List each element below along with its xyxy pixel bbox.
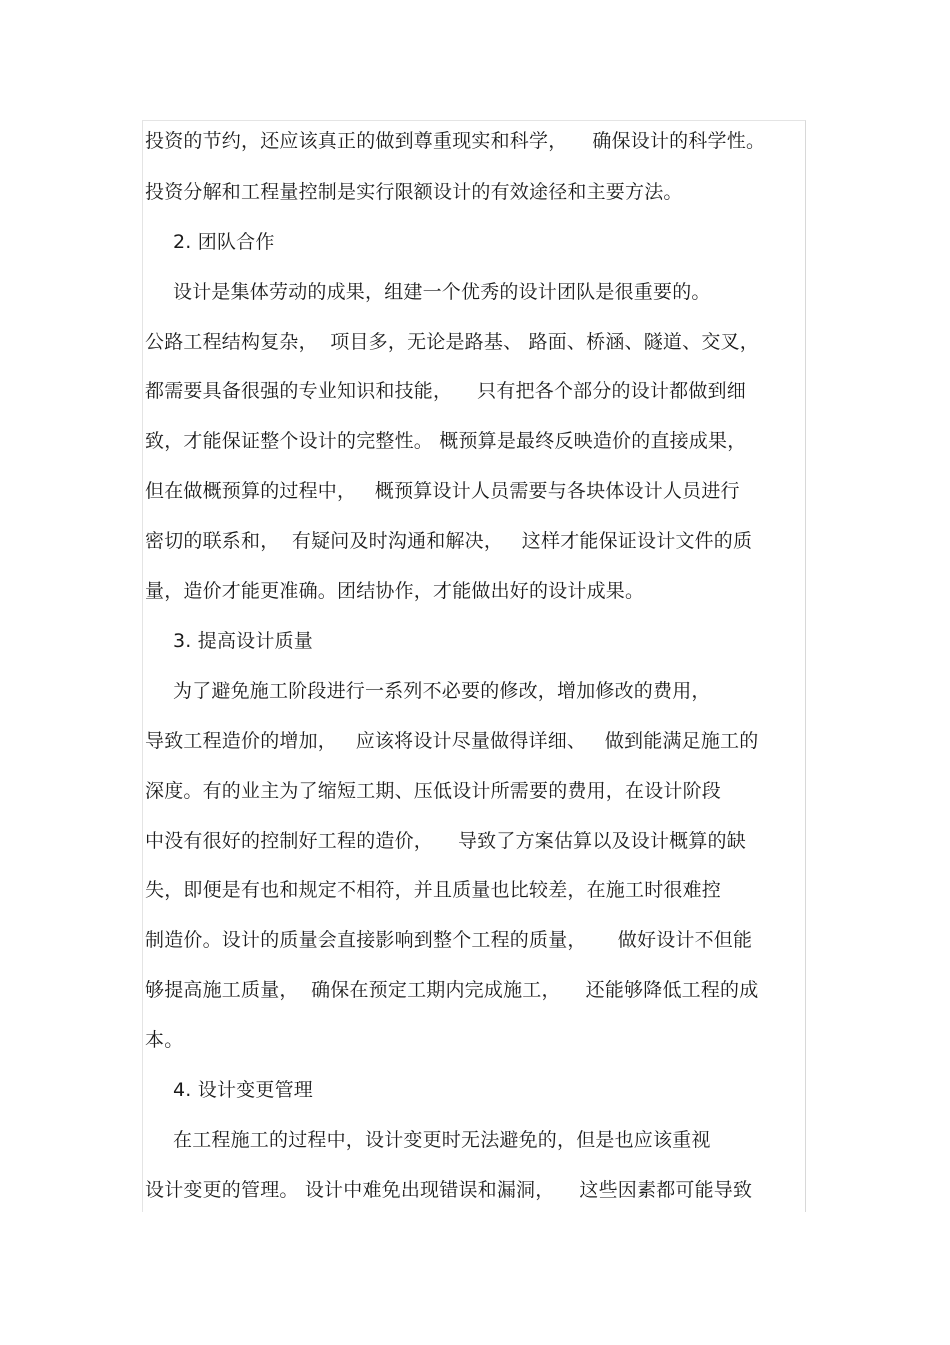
text-line: 为了避免施工阶段进行一系列不必要的修改，增加修改的费用，	[173, 680, 711, 702]
text-line: 在工程施工的过程中，设计变更时无法避免的，但是也应该重视	[173, 1129, 711, 1151]
text-line: 够提高施工质量， 确保在预定工期内完成施工， 还能够降低工程的成	[145, 979, 759, 1001]
text-line: 投资的节约，还应该真正的做到尊重现实和科学， 确保设计的科学性。	[145, 130, 766, 152]
text-line: 致，才能保证整个设计的完整性。 概预算是最终反映造价的直接成果，	[145, 430, 747, 452]
section-heading: 2. 团队合作	[173, 231, 275, 253]
text-line: 深度。有的业主为了缩短工期、压低设计所需要的费用，在设计阶段	[145, 780, 722, 802]
text-line: 本。	[145, 1029, 184, 1051]
text-line: 投资分解和工程量控制是实行限额设计的有效途径和主要方法。	[145, 181, 683, 203]
text-line: 但在做概预算的过程中， 概预算设计人员需要与各块体设计人员进行	[145, 480, 740, 502]
section-heading: 4. 设计变更管理	[173, 1079, 313, 1101]
text-line: 导致工程造价的增加， 应该将设计尽量做得详细、 做到能满足施工的	[145, 730, 759, 752]
text-line: 制造价。设计的质量会直接影响到整个工程的质量， 做好设计不但能	[145, 929, 753, 951]
section-heading: 3. 提高设计质量	[173, 630, 313, 652]
text-line: 密切的联系和， 有疑问及时沟通和解决， 这样才能保证设计文件的质	[145, 530, 753, 552]
text-line: 设计变更的管理。 设计中难免出现错误和漏洞， 这些因素都可能导致	[145, 1179, 753, 1201]
text-line: 公路工程结构复杂， 项目多，无论是路基、 路面、桥涵、隧道、交叉，	[145, 331, 759, 353]
text-line: 量，造价才能更准确。团结协作，才能做出好的设计成果。	[145, 580, 645, 602]
text-line: 设计是集体劳动的成果，组建一个优秀的设计团队是很重要的。	[173, 281, 711, 303]
text-line: 都需要具备很强的专业知识和技能， 只有把各个部分的设计都做到细	[145, 380, 746, 402]
text-line: 失，即便是有也和规定不相符，并且质量也比较差，在施工时很难控	[145, 879, 722, 901]
text-line: 中没有很好的控制好工程的造价， 导致了方案估算以及设计概算的缺	[145, 830, 746, 852]
